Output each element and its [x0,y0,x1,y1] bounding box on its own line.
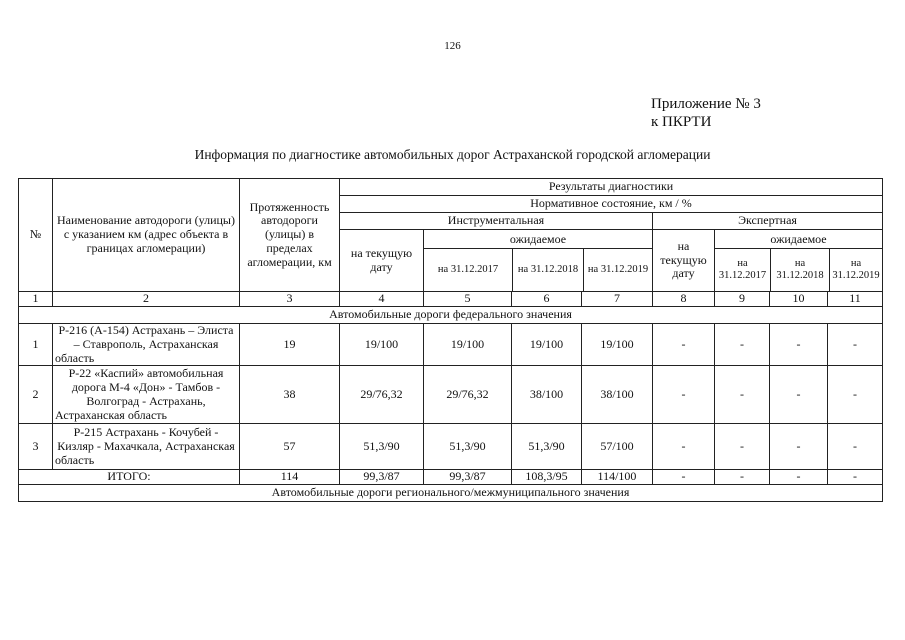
header-instr-expected-group [424,230,653,292]
total-row [19,470,883,485]
total-exp-2017: - [715,470,770,485]
total-label: ИТОГО: [19,470,240,485]
header-instr-date-2018: на 31.12.2018 [513,249,584,291]
header-length: Протяженность автодороги (улицы) в пределах агломерации, км [240,179,340,292]
diagnostics-table [18,178,883,502]
exp-current: - [653,324,715,366]
column-number: 4 [340,292,424,307]
header-road-name: Наименование автодороги (улицы) с указанием км (адрес объекта в границах агломерации) [53,179,240,292]
exp-current: - [653,366,715,424]
document-title: Информация по диагностике автомобильных дорог Астраханской городской агломерации [194,147,711,162]
total-instr-2019: 114/100 [582,470,653,485]
exp-current: - [653,424,715,470]
total-instr-2017: 99,3/87 [424,470,512,485]
table-row [19,324,883,366]
road-length: 19 [240,324,340,366]
exp-2018: - [770,424,828,470]
header-exp-date-2019: на 31.12.2019 [832,257,880,281]
header-instr-expected: ожидаемое [424,230,652,249]
road-name: Р-215 Астрахань - Кочубей - Кизляр - Махачкала, Астраханская область [53,424,240,470]
instr-2018: 38/100 [512,366,582,424]
exp-2017: - [715,324,770,366]
total-instr-current: 99,3/87 [340,470,424,485]
header-exp-expected: ожидаемое [715,230,882,249]
header-instr-date-2019: на 31.12.2019 [587,263,649,275]
header-expert: Экспертная [653,213,883,230]
instr-current: 19/100 [340,324,424,366]
table-row [19,424,883,470]
instr-2017: 29/76,32 [424,366,512,424]
header-normative: Нормативное состояние, км / % [340,196,883,213]
appendix-line-2: к ПКРТИ [651,114,712,130]
instr-2017: 19/100 [424,324,512,366]
instr-2017: 51,3/90 [424,424,512,470]
instr-2019: 57/100 [582,424,653,470]
header-exp-date-2017: на 31.12.2017 [715,249,771,291]
exp-2019: - [828,324,883,366]
header-exp-date-2018: на 31.12.2018 [771,249,830,291]
column-number: 9 [715,292,770,307]
instr-2019: 19/100 [582,324,653,366]
header-exp-current: на текущую дату [653,230,715,292]
exp-2019: - [828,366,883,424]
total-length: 114 [240,470,340,485]
row-num: 3 [19,424,53,470]
header-exp-expected-group [715,230,883,292]
total-exp-current: - [653,470,715,485]
instr-2019: 38/100 [582,366,653,424]
instr-current: 51,3/90 [340,424,424,470]
instr-2018: 51,3/90 [512,424,582,470]
section-row-regional [19,485,883,502]
road-length: 57 [240,424,340,470]
exp-2017: - [715,366,770,424]
row-num: 1 [19,324,53,366]
road-name: Р-22 «Каспий» автомобильная дорога М-4 «Дон» - Тамбов - Волгоград - Астрахань, Астраханская область [53,366,240,424]
column-number: 1 [19,292,53,307]
row-num: 2 [19,366,53,424]
page-number: 126 [444,40,461,52]
total-instr-2018: 108,3/95 [512,470,582,485]
column-number: 5 [424,292,512,307]
total-exp-2019: - [828,470,883,485]
appendix-label [651,95,761,131]
exp-2017: - [715,424,770,470]
header-instr-date-2017: на 31.12.2017 [424,249,513,291]
column-number: 8 [653,292,715,307]
table-row [19,366,883,424]
section-row-federal [19,307,883,324]
section-federal-title: Автомобильные дороги федерального значения [19,307,883,324]
instr-2018: 19/100 [512,324,582,366]
column-number: 2 [53,292,240,307]
header-row-results [19,179,883,196]
exp-2018: - [770,366,828,424]
header-instrumental: Инструментальная [340,213,653,230]
instr-current: 29/76,32 [340,366,424,424]
exp-2019: - [828,424,883,470]
column-number: 10 [770,292,828,307]
header-num: № [19,179,53,292]
column-number: 11 [828,292,883,307]
road-name: Р-216 (А-154) Астрахань – Элиста – Ставрополь, Астраханская область [53,324,240,366]
appendix-line-1: Приложение № 3 [651,96,761,112]
header-instr-current: на текущую дату [340,230,424,292]
column-number: 7 [582,292,653,307]
column-number: 3 [240,292,340,307]
column-number: 6 [512,292,582,307]
exp-2018: - [770,324,828,366]
road-length: 38 [240,366,340,424]
section-regional-title: Автомобильные дороги регионального/межмуниципального значения [19,485,883,502]
total-exp-2018: - [770,470,828,485]
column-numbers-row [19,292,883,307]
header-results: Результаты диагностики [340,179,883,196]
